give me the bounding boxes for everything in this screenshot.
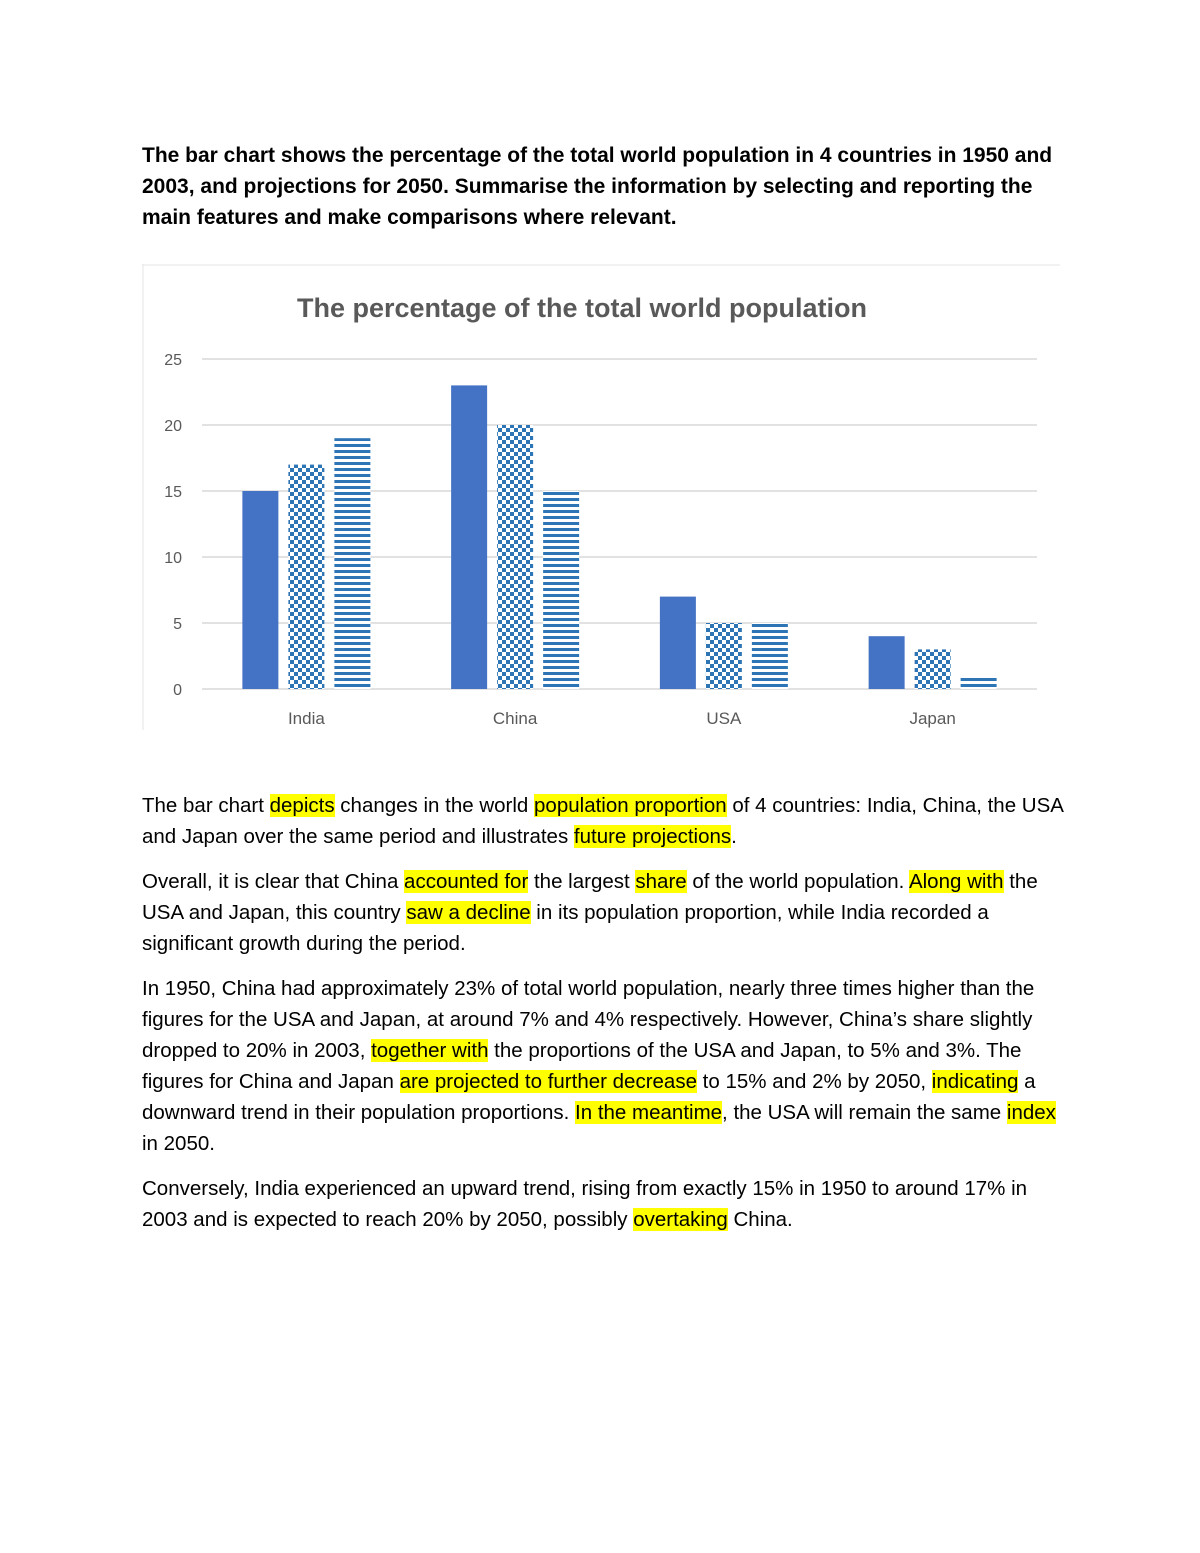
bar-india-2003 bbox=[288, 465, 324, 689]
text-run: in 2050. bbox=[142, 1132, 215, 1155]
text-run: , the USA will remain the same bbox=[722, 1101, 1007, 1124]
bar-usa-2050 bbox=[752, 623, 788, 689]
highlighted-phrase: future projections bbox=[573, 825, 732, 848]
chart-title: The percentage of the total world population bbox=[296, 293, 868, 323]
y-tick-label: 20 bbox=[164, 418, 182, 435]
text-run: China. bbox=[727, 1208, 793, 1231]
highlighted-phrase: In the meantime bbox=[575, 1101, 723, 1124]
highlighted-phrase: Along with bbox=[908, 870, 1004, 893]
highlighted-phrase: accounted for bbox=[404, 870, 529, 893]
text-run: in its population proportion, while India recorded a significant growth during the period. bbox=[142, 901, 989, 955]
text-run: to 15% and 2% by 2050, bbox=[696, 1070, 932, 1093]
y-tick-label: 5 bbox=[173, 616, 182, 633]
highlighted-phrase: saw a decline bbox=[406, 901, 531, 924]
text-run: The bar chart bbox=[142, 794, 270, 817]
bar-japan-2003 bbox=[915, 649, 951, 689]
bar-japan-2050 bbox=[961, 676, 997, 689]
bar-japan-1950 bbox=[869, 636, 905, 689]
bar-india-2050 bbox=[334, 438, 370, 689]
x-tick-label: India bbox=[287, 709, 325, 728]
highlighted-phrase: together with bbox=[371, 1039, 489, 1062]
x-tick-label: China bbox=[492, 709, 538, 728]
text-run: changes in the world bbox=[334, 794, 535, 817]
text-run: Conversely, India experienced an upward trend, rising from exactly 15% in 1950 to around 17% in 2003 and is expected to reach 20% by 2050, possibly bbox=[142, 1177, 1028, 1231]
text-run: the largest bbox=[528, 870, 636, 893]
y-tick-label: 15 bbox=[164, 484, 182, 501]
highlighted-phrase: index bbox=[1006, 1101, 1056, 1124]
bar-usa-2003 bbox=[706, 623, 742, 689]
text-run: In 1950, China had approximately 23% of total world population, nearly three times higher than the figures for the USA and Japan, at around 7% and 4% respectively. However, China’s share slightly dropped to 20% in 2003, bbox=[142, 977, 1035, 1062]
highlighted-phrase: indicating bbox=[931, 1070, 1019, 1093]
essay-paragraph-india bbox=[142, 1173, 1067, 1235]
bar-china-1950 bbox=[451, 385, 487, 689]
highlighted-phrase: are projected to further decrease bbox=[399, 1070, 697, 1093]
highlighted-phrase: depicts bbox=[269, 794, 335, 817]
essay-paragraph-details bbox=[142, 973, 1067, 1159]
x-tick-label: USA bbox=[706, 709, 742, 728]
highlighted-phrase: overtaking bbox=[633, 1208, 728, 1231]
text-run: . bbox=[731, 825, 737, 848]
text-run: the proportions of the USA and Japan, to 5% and 3%. The figures for China and Japan bbox=[142, 1039, 1022, 1093]
highlighted-phrase: population proportion bbox=[534, 794, 727, 817]
bar-usa-1950 bbox=[660, 597, 696, 689]
bar-china-2003 bbox=[497, 425, 533, 689]
highlighted-phrase: share bbox=[635, 870, 687, 893]
x-tick-label: Japan bbox=[909, 709, 956, 728]
text-run: the USA and Japan, this country bbox=[142, 870, 1038, 924]
bar-china-2050 bbox=[543, 491, 579, 689]
text-run: of the world population. bbox=[686, 870, 909, 893]
essay bbox=[142, 790, 1067, 1249]
text-run: a downward trend in their population proportions. bbox=[142, 1070, 1036, 1124]
task-prompt: The bar chart shows the percentage of the total world population in 4 countries in 1950 and 2003, and projections for 2050. Summarise the information by selecting and reporting the main features and make comparisons where relevant. bbox=[142, 144, 1053, 229]
y-tick-label: 10 bbox=[164, 550, 182, 567]
essay-paragraph-intro bbox=[142, 790, 1067, 852]
bar-india-1950 bbox=[242, 491, 278, 689]
y-tick-label: 25 bbox=[164, 352, 182, 369]
text-run: Overall, it is clear that China bbox=[142, 870, 405, 893]
y-tick-label: 0 bbox=[173, 682, 182, 699]
bar-chart bbox=[142, 264, 1060, 730]
text-run: of 4 countries: India, China, the USA and Japan over the same period and illustrates bbox=[142, 794, 1063, 848]
essay-paragraph-overview bbox=[142, 866, 1067, 959]
